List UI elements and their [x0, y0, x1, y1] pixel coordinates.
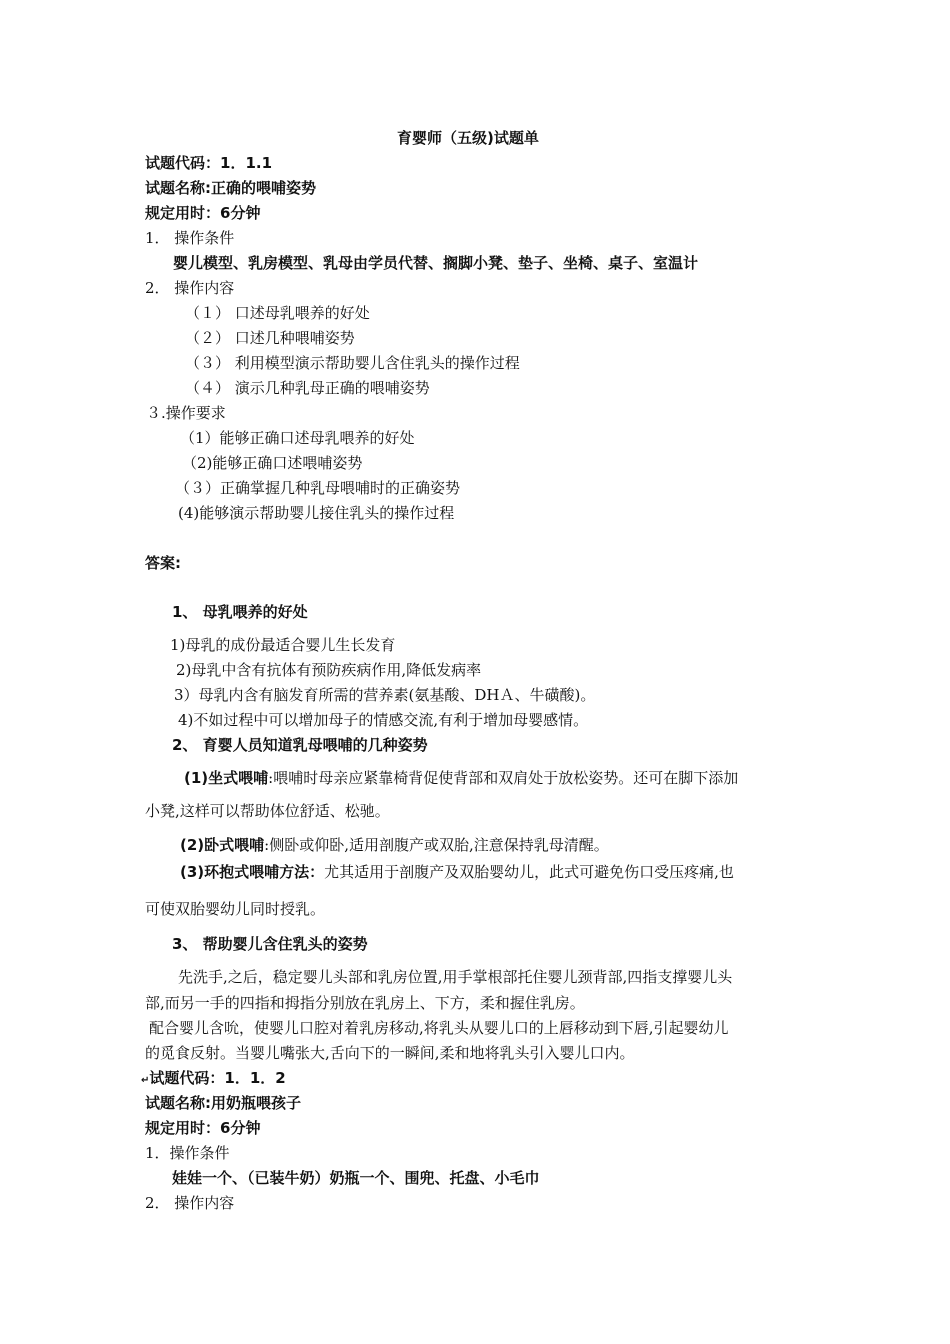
q1-req-item: （2)能够正确口述喂哺姿势	[182, 454, 363, 472]
a2-p2-label: (2)卧式喂哺	[180, 836, 265, 854]
q1-cond-heading: 1． 操作条件	[145, 229, 235, 247]
paragraph-mark-icon: ↵	[141, 1075, 150, 1086]
q2-time: 规定用时：6分钟	[145, 1119, 261, 1137]
a2-paragraph-1	[184, 768, 738, 788]
a1-item: 3）母乳内含有脑发育所需的营养素(氨基酸、DHＡ、牛磺酸)。	[174, 686, 596, 704]
a2-paragraph-3-cont: 可使双胎婴幼儿同时授乳。	[145, 900, 326, 918]
a2-p1-text: :喂哺时母亲应紧靠椅背促使背部和双肩处于放松姿势。还可在脚下添加	[268, 769, 739, 787]
a2-paragraph-1-cont: 小凳,这样可以帮助体位舒适、松驰。	[145, 802, 390, 820]
q1-content-item: （４） 演示几种乳母正确的喂哺姿势	[185, 379, 430, 397]
document-title: 育婴师（五级)试题单	[397, 129, 539, 147]
q2-name: 试题名称:用奶瓶喂孩子	[145, 1094, 301, 1112]
a2-p3-label: (3)环抱式喂哺方法：	[180, 863, 325, 881]
a2-paragraph-2	[180, 835, 609, 855]
a3-line: 配合婴儿含吮，使婴儿口腔对着乳房移动,将乳头从婴儿口的上唇移动到下唇,引起婴幼儿	[149, 1019, 729, 1037]
a1-item: 4)不如过程中可以增加母子的情感交流,有利于增加母婴感情。	[178, 711, 589, 729]
a1-item: 2)母乳中含有抗体有预防疾病作用,降低发病率	[176, 661, 482, 679]
q2-cond-body: 娃娃一个、（已装牛奶）奶瓶一个、围兜、托盘、小毛巾	[172, 1169, 540, 1187]
a1-item: 1)母乳的成份最适合婴儿生长发育	[170, 636, 396, 654]
a2-p2-text: :侧卧或仰卧,适用剖腹产或双胎,注意保持乳母清醒。	[264, 836, 609, 854]
q2-content-heading: 2． 操作内容	[145, 1194, 235, 1212]
q1-name: 试题名称:正确的喂哺姿势	[145, 179, 316, 197]
a2-p1-label: (1)坐式喂哺	[184, 769, 269, 787]
q1-content-heading: 2． 操作内容	[145, 279, 235, 297]
a2-heading: 2、 育婴人员知道乳母喂哺的几种姿势	[172, 736, 428, 754]
q2-code: ↵试题代码：1．1．2	[141, 1069, 286, 1087]
q1-req-item: （1）能够正确口述母乳喂养的好处	[180, 429, 415, 447]
q1-content-item: （２） 口述几种喂哺姿势	[185, 329, 355, 347]
q1-code: 试题代码：1．1.1	[145, 154, 273, 172]
a3-heading: 3、 帮助婴儿含住乳头的姿势	[172, 935, 368, 953]
a3-line: 的觅食反射。当婴儿嘴张大,舌向下的一瞬间,柔和地将乳头引入婴儿口内。	[145, 1044, 635, 1062]
answer-heading: 答案:	[145, 554, 181, 572]
a1-heading: 1、 母乳喂养的好处	[172, 603, 308, 621]
q1-req-item: （３）正确掌握几种乳母喂哺时的正确姿势	[175, 479, 461, 497]
q1-content-item: （３） 利用模型演示帮助婴儿含住乳头的操作过程	[185, 354, 520, 372]
q1-cond-body: 婴儿模型、乳房模型、乳母由学员代替、搁脚小凳、垫子、坐椅、桌子、室温计	[173, 254, 699, 272]
a3-line: 先洗手,之后，稳定婴儿头部和乳房位置,用手掌根部托住婴儿颈背部,四指支撑婴儿头	[178, 968, 733, 986]
q2-cond-heading: 1．操作条件	[145, 1144, 230, 1162]
q1-content-item: （１） 口述母乳喂养的好处	[185, 304, 370, 322]
a3-line: 部,而另一手的四指和拇指分别放在乳房上、下方，柔和握住乳房。	[145, 994, 585, 1012]
q1-time: 规定用时：6分钟	[145, 204, 261, 222]
q1-req-item: (4)能够演示帮助婴儿接住乳头的操作过程	[178, 504, 455, 522]
a2-paragraph-3	[180, 862, 734, 882]
a2-p3-text: 尤其适用于剖腹产及双胎婴幼儿，此式可避免伤口受压疼痛,也	[324, 863, 734, 881]
q1-req-heading: ３.操作要求	[146, 404, 226, 422]
